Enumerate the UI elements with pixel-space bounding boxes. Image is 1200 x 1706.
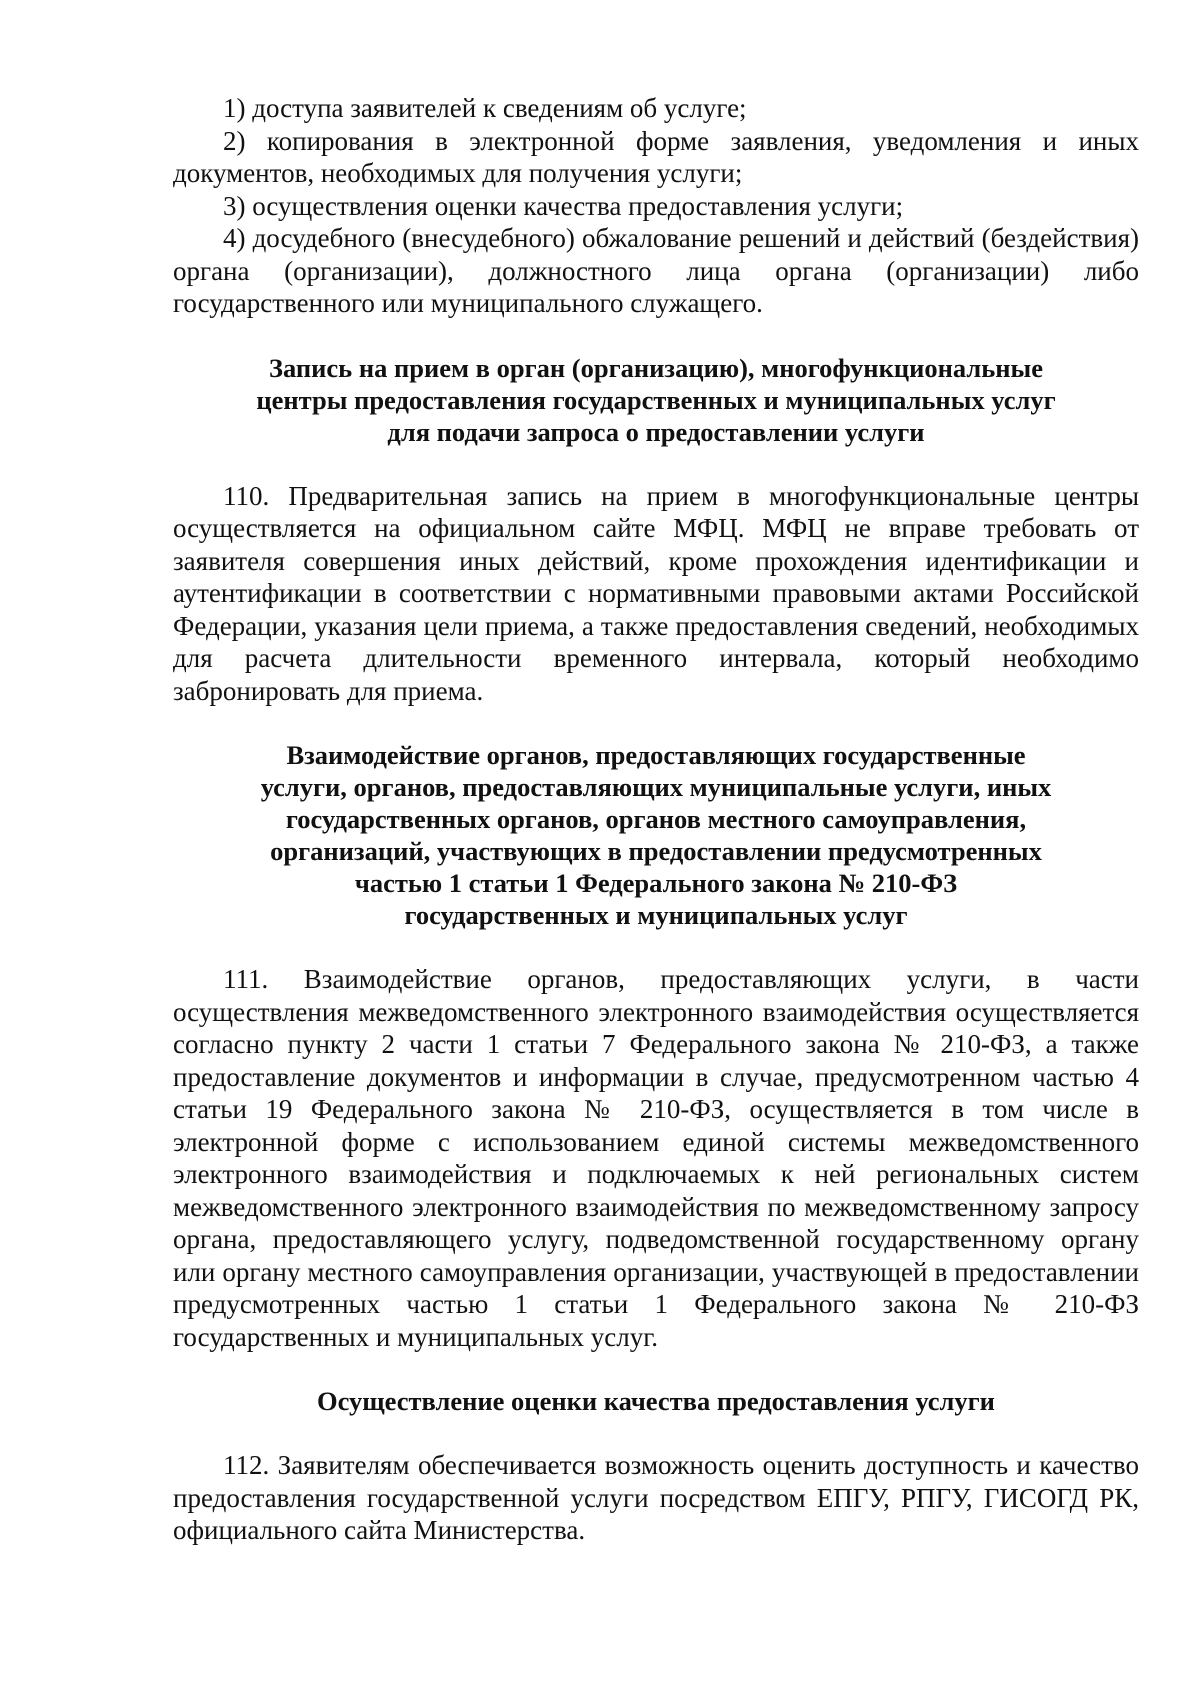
document-body xyxy=(173,92,1139,1547)
list-item: 3) осуществления оценки качества предоставления услуги; xyxy=(223,190,904,221)
heading-line: государственных органов, органов местного самоуправления, xyxy=(285,804,1027,834)
paragraph-110: 110. Предварительная запись на прием в многофункциональные центры осуществляется на официальном сайте МФЦ. МФЦ не вправе требовать от заявителя совершения иных действий, кроме прохождения идентификации и аутентификации в соответствии с нормативными правовыми актами Российской Федерации, указания цели приема, а также предоставления сведений, необходимых для расчета длительности временного интервала, который необходимо забронировать для приема. xyxy=(173,480,1139,706)
list-item: 1) доступа заявителей к сведениям об услуге; xyxy=(223,93,747,123)
heading-line: частью 1 статьи 1 Федерального закона № 210-ФЗ xyxy=(354,868,958,898)
section-heading xyxy=(173,1385,1139,1417)
heading-line: центры предоставления государственных и муниципальных услуг xyxy=(256,384,1056,415)
list-item: 2) копирования в электронной форме заявления, уведомления и иных документов, необходимых для получения услуги; xyxy=(173,125,1139,188)
heading-line: для подачи запроса о предоставлении услуги xyxy=(387,416,925,447)
heading-line: организаций, участвующих в предоставлении предусмотренных xyxy=(270,836,1042,866)
paragraph-112: 112. Заявителям обеспечивается возможность оценить доступность и качество предоставления государственной услуги посредством ЕПГУ, РПГУ, ГИСОГД РК, официального сайта Министерства. xyxy=(173,1450,1139,1545)
heading-line: государственных и муниципальных услуг xyxy=(404,900,908,930)
heading-line: Осуществление оценки качества предоставления услуги xyxy=(317,1386,995,1416)
heading-line: Взаимодействие органов, предоставляющих государственные xyxy=(286,740,1026,770)
section-heading xyxy=(173,352,1139,448)
list-item: 4) досудебного (внесудебного) обжалование решений и действий (бездействия) органа (организации), должностного лица органа (организации) либо государственного или муниципального служащего. xyxy=(173,223,1139,318)
section-heading xyxy=(173,739,1139,931)
heading-line: услуги, органов, предоставляющих муниципальные услуги, иных xyxy=(260,772,1052,802)
paragraph-111: 111. Взаимодействие органов, предоставляющих услуги, в части осуществления межведомственного электронного взаимодействия осуществляется согласно пункту 2 части 1 статьи 7 Федерального закона № 210-ФЗ, а также предоставление документов и информации в случае, предусмотренном частью 4 статьи 19 Федерального закона № 210-ФЗ, осуществляется в том числе в электронной форме с использованием единой системы межведомственного электронного взаимодействия и подключаемых к ней региональных систем межведомственного электронного взаимодействия по межведомственному запросу органа, предоставляющего услугу, подведомственной государственному органу или органу местного самоуправления организации, участвующей в предоставлении предусмотренных частью 1 статьи 1 Федерального закона № 210-ФЗ государственных и муниципальных услуг. xyxy=(173,964,1139,1352)
heading-line: Запись на прием в орган (организацию), многофункциональные xyxy=(269,352,1043,383)
